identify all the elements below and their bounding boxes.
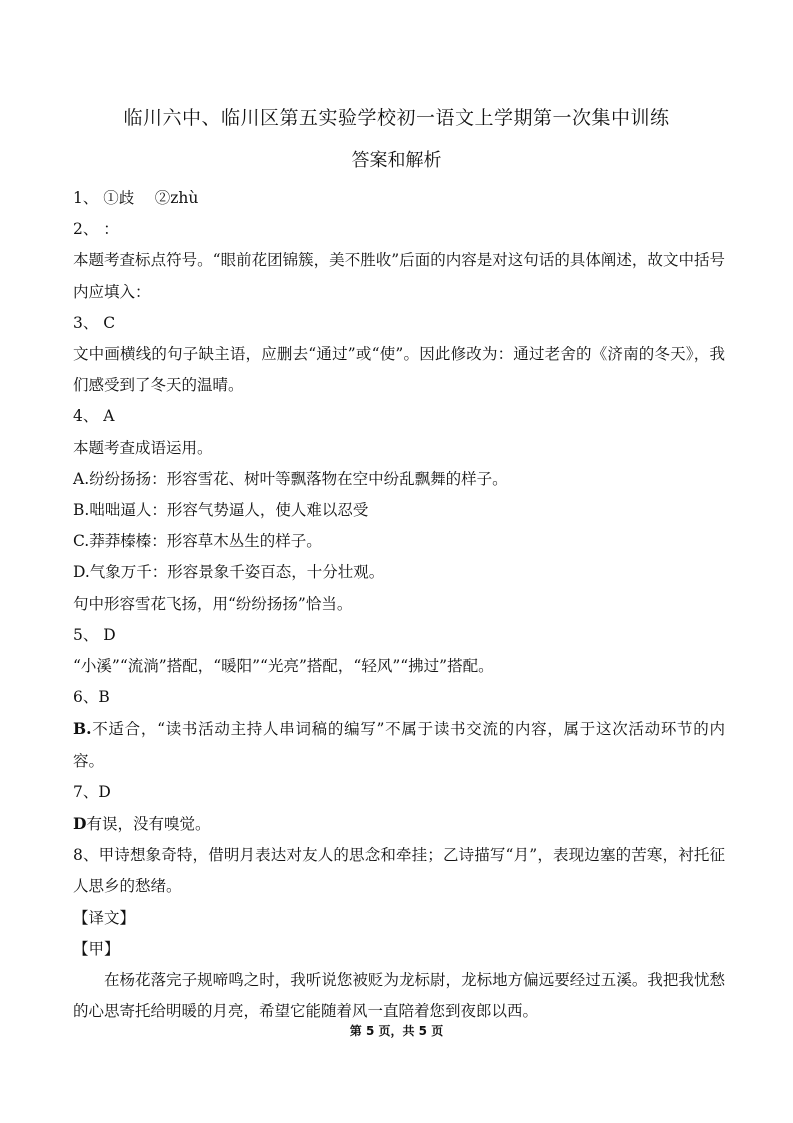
answer-4-option-a: A.纷纷扬扬：形容雪花、树叶等飘落物在空中纷乱飘舞的样子。 [73,469,508,488]
answer-6-explanation-text: 不适合，“读书活动主持人串词稿的编写”不属于读书交流的内容，属于这次活动环节的内容。 [73,720,725,770]
answer-4-explanation: 本题考查成语运用。 [73,438,213,457]
answer-4-option-d: D.气象万千：形容景象千姿百态，十分壮观。 [73,563,385,582]
answer-5-explanation: “小溪”“流淌”搭配，“暖阳”“光亮”搭配，“轻风”“拂过”搭配。 [73,657,494,676]
answer-6-explanation [73,713,725,776]
answer-body [73,183,725,1027]
answer-5: 5、 D [73,625,116,644]
answer-1: 1、 ①歧 ②zhù [73,189,199,207]
answer-6: 6、B [73,688,110,707]
answer-3: 3、 C [73,313,116,332]
answer-4-conclusion: 句中形容雪花飞扬，用“纷纷扬扬”恰当。 [73,594,353,613]
translation-heading: 【译文】 [73,908,136,927]
poem-jia-translation: 在杨花落完子规啼鸣之时，我听说您被贬为龙标尉，龙标地方偏远要经过五溪。我把我忧愁的心思寄托给明暖的月亮，希望它能随着风一直陪着您到夜郎以西。 [73,971,725,1021]
answer-7-option-label: D [73,814,87,834]
answer-7-explanation [73,808,725,840]
poem-jia-heading: 【甲】 [73,939,120,958]
answer-3-explanation: 文中画横线的句子缺主语，应删去“通过”或“使”。因此修改为：通过老舍的《济南的冬天》，我们感受到了冬天的温晴。 [73,345,725,395]
answer-8: 8、甲诗想象奇特，借明月表达对友人的思念和牵挂；乙诗描写“月”，表现边塞的苦寒，衬托征人思乡的愁绪。 [73,846,725,896]
page-subtitle: 答案和解析 [351,150,442,171]
answer-2: 2、 ： [73,220,119,239]
answer-4-option-c: C.莽莽榛榛：形容草木丛生的样子。 [73,532,322,551]
page-title: 临川六中、临川区第五实验学校初一语文上学期第一次集中训练 [123,107,670,129]
answer-2-explanation: 本题考查标点符号。“眼前花团锦簇，美不胜收”后面的内容是对这句话的具体阐述，故文中括号内应填入： [73,251,725,301]
page-number-footer: 第 5 页，共 5 页 [349,1024,444,1038]
answer-7: 7、D [73,782,111,801]
answer-4-option-b: B.咄咄逼人：形容气势逼人，使人难以忍受 [73,501,369,520]
answer-7-explanation-text: 有误，没有嗅觉。 [86,815,211,834]
answer-4: 4、 A [73,407,115,426]
answer-6-option-label: B. [73,719,92,739]
